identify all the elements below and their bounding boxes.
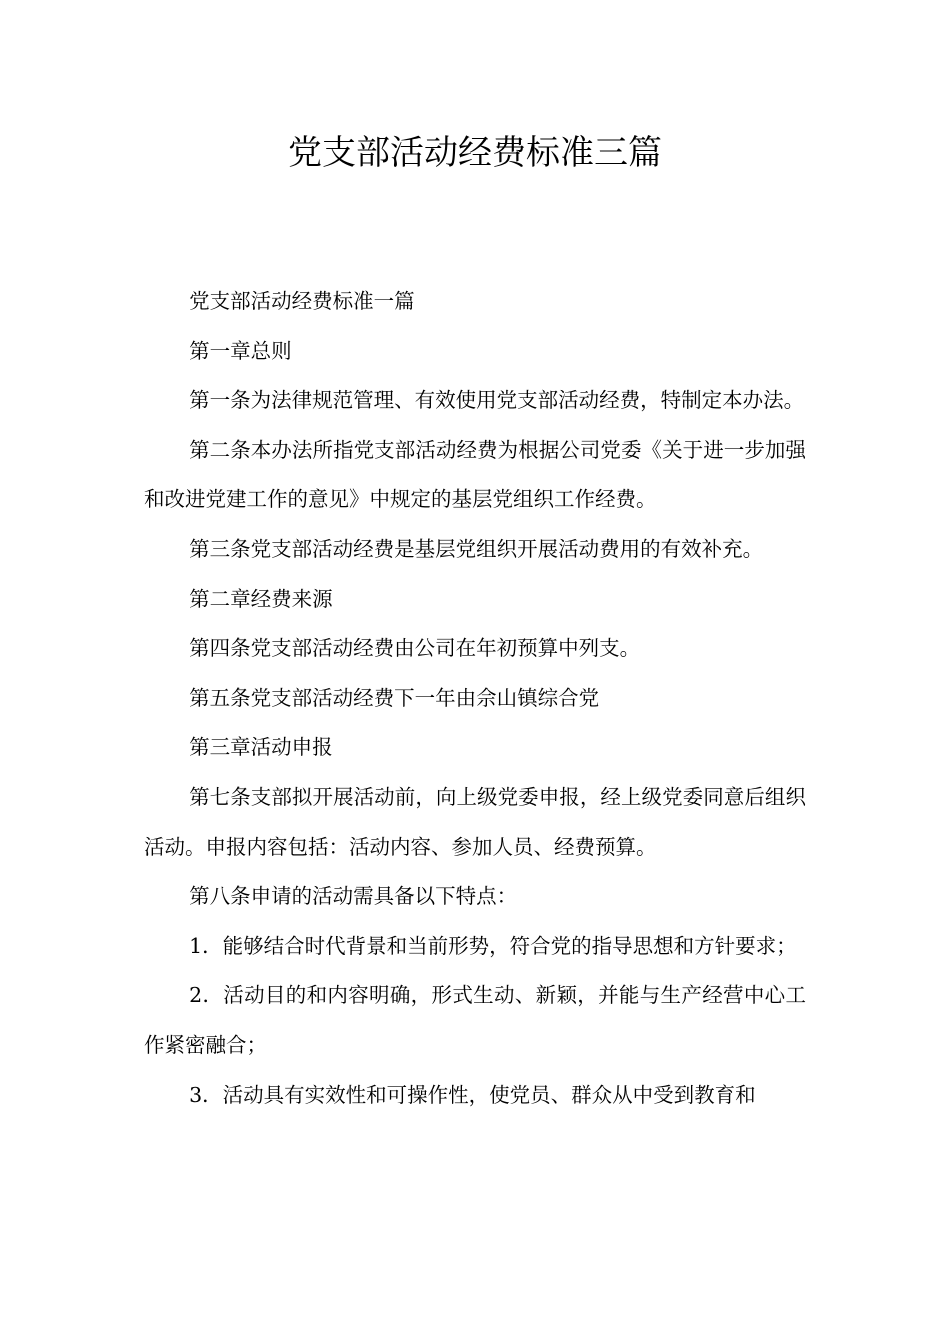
paragraph-article-7: 第七条支部拟开展活动前，向上级党委申报，经上级党委同意后组织活动。申报内容包括：活动内容、参加人员、经费预算。 (144, 784, 806, 859)
paragraph-article-4: 第四条党支部活动经费由公司在年初预算中列支。 (189, 636, 641, 661)
document-body (144, 277, 806, 1120)
paragraph-chapter-3: 第三章活动申报 (189, 735, 333, 760)
paragraph-list-item-1: 1．能够结合时代背景和当前形势，符合党的指导思想和方针要求； (189, 933, 797, 958)
paragraph-article-8: 第八条申请的活动需具备以下特点： (189, 884, 518, 909)
paragraph-list-item-3: 3．活动具有实效性和可操作性，使党员、群众从中受到教育和 (189, 1082, 756, 1107)
paragraph-article-5: 第五条党支部活动经费下一年由佘山镇综合党 (189, 685, 600, 710)
paragraph-heading-part-one: 党支部活动经费标准一篇 (189, 289, 415, 313)
paragraph-chapter-2: 第二章经费来源 (189, 586, 333, 611)
paragraph-article-1: 第一条为法律规范管理、有效使用党支部活动经费，特制定本办法。 (189, 388, 805, 413)
paragraph-article-2: 第二条本办法所指党支部活动经费为根据公司党委《关于进一步加强和改进党建工作的意见》中规定的基层党组织工作经费。 (144, 437, 806, 512)
document-title: 党支部活动经费标准三篇 (288, 133, 662, 173)
paragraph-article-3: 第三条党支部活动经费是基层党组织开展活动费用的有效补充。 (189, 536, 764, 561)
paragraph-list-item-2: 2．活动目的和内容明确，形式生动、新颖，并能与生产经营中心工作紧密融合； (144, 983, 806, 1057)
paragraph-chapter-1: 第一章总则 (189, 338, 292, 363)
